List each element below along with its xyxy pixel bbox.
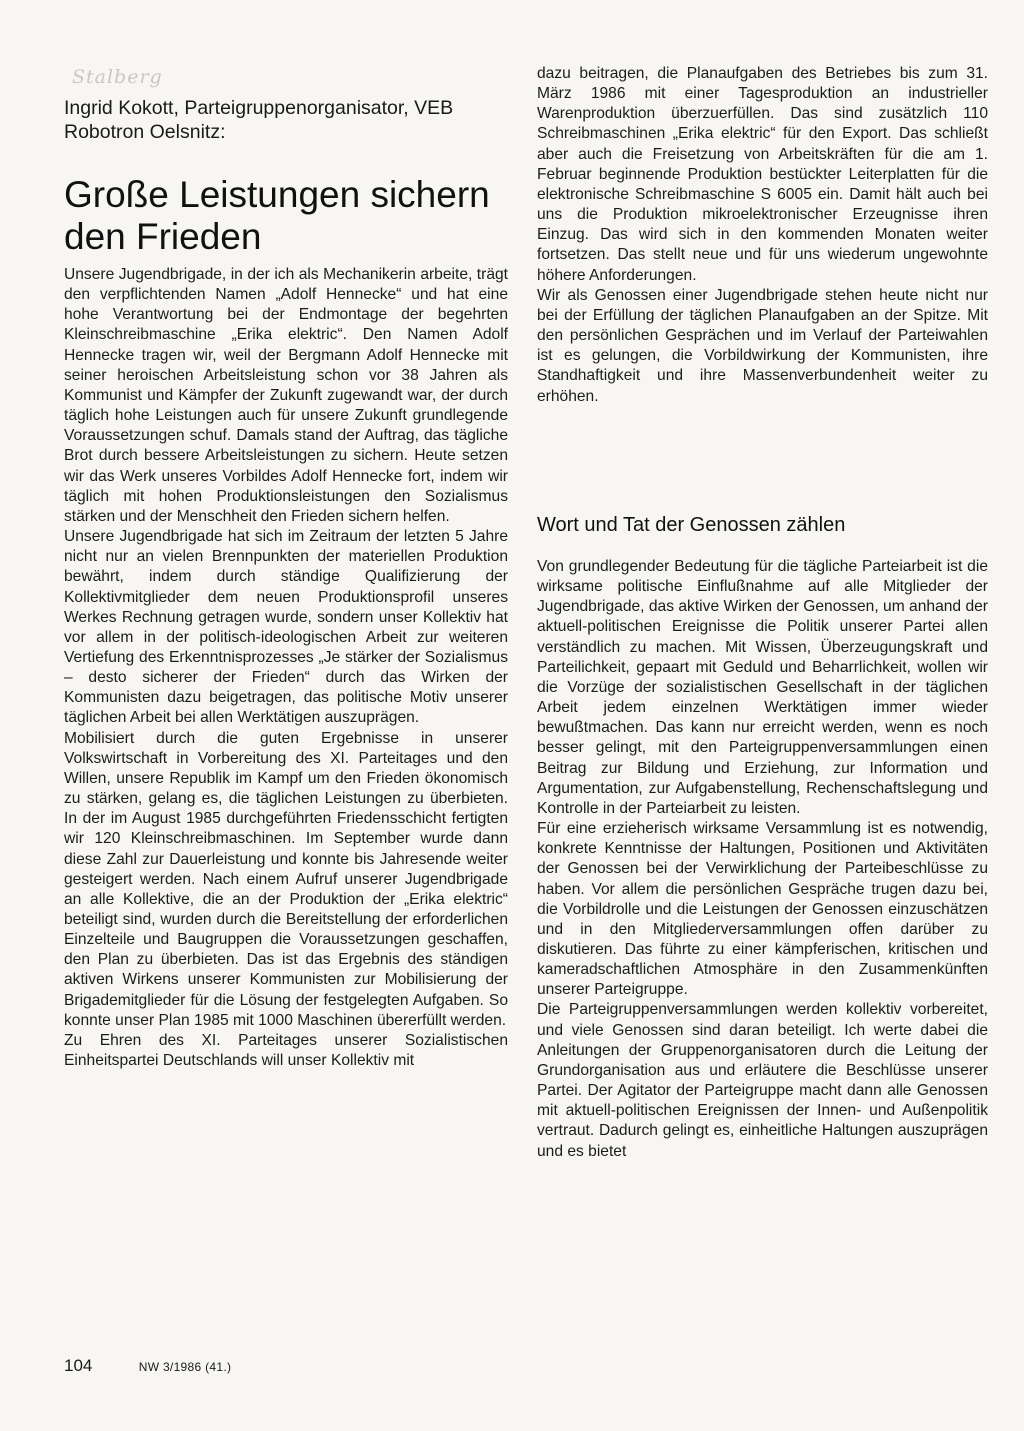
faded-stamp: Stalberg	[72, 66, 163, 88]
article-title: Große Leistungen sichern den Frieden	[64, 174, 490, 257]
paragraph: Wir als Genossen einer Jugendbrigade stehen heute nicht nur bei der Erfüllung der täglichen Planaufgaben an der Spitze. Mit den persönlichen Gesprächen und im Verlauf der Parteiwahlen ist es gelungen, die Vorbildwirkung der Kommunisten, ihre Standhaftigkeit und ihre Massenverbundenheit weiter zu erhöhen.	[537, 286, 988, 405]
paragraph: Unsere Jugendbrigade, in der ich als Mechanikerin arbeite, trägt den verpflichtenden Namen „Adolf Hennecke“ und hat eine hohe Verantwortung bei der Endmontage der begehrten Kleinschreibmaschine „Erika elektric“. Den Namen Adolf Hennecke tragen wir, weil der Bergmann Adolf Hennecke mit seiner heroischen Arbeitsleistung schon vor 38 Jahren als Kommunist und Kämpfer der Zukunft zugewandt war, der durch täglich hohe Leistungen auch für unsere Zukunft grundlegende Voraussetzungen schuf. Damals stand der Auftrag, das tägliche Brot durch bessere Arbeitsleistungen zu sichern. Heute setzen wir das Werk unseres Vorbildes Adolf Hennecke fort, indem wir täglich mit hohen Produktionsleistungen den Sozialismus stärken und der Menschheit den Frieden sichern helfen.	[64, 266, 508, 525]
paragraph: Für eine erzieherisch wirksame Versammlung ist es notwendig, konkrete Kenntnisse der Haltungen, Positionen und Aktivitäten der Genossen bei der Verwirklichung der Parteibeschlüsse zu haben. Vor allem die persönlichen Gespräche trugen dazu bei, die Vorbildrolle und die Leistungen der Genossen einzuschätzen und in den Mitgliederversammlungen offen darüber zu diskutieren. Das führte zu einer kämpferischen, kritischen und kameradschaftlichen Atmosphäre in den Zusammenkünften unserer Parteigruppe.	[537, 820, 988, 999]
author-line: Ingrid Kokott, Parteigruppenorganisator, VEB Robotron Oelsnitz:	[64, 97, 454, 143]
paragraph: Von grundlegender Bedeutung für die tägliche Parteiarbeit ist die wirksame politische Einflußnahme auf alle Mitglieder der Jugendbrigade, das aktive Wirken der Genossen, um anhand der aktuell-politischen Ereignisse die Politik unserer Partei allen verständlich zu machen. Mit Wissen, Überzeugungskraft und Parteilichkeit, gepaart mit Geduld und Beharrlichkeit, wollen wir die Vorzüge der sozialistischen Gesellschaft in der täglichen Arbeit jedem einzelnen Werktätigen immer wieder bewußtmachen. Das kann nur erreicht werden, wenn es noch besser gelingt, mit den Parteigruppenversammlungen einen Beitrag zur Bildung und Erziehung, zur Information und Argumentation, zur Aufgabenstellung, Rechenschaftslegung und Kontrolle in der Parteiarbeit zu leisten.	[537, 558, 988, 817]
page-number: 104	[64, 1356, 93, 1375]
right-column-top	[537, 64, 988, 407]
issue-label: NW 3/1986 (41.)	[138, 1360, 232, 1374]
right-column-bottom	[537, 557, 988, 1162]
paragraph: Mobilisiert durch die guten Ergebnisse in unserer Volkswirtschaft in Vorbereitung des XI. Parteitages und den Willen, unsere Republik im Kampf um den Frieden ökonomisch zu stärken, gelang es, die täglichen Leistungen zu überbieten. In der im August 1985 durchgeführten Friedensschicht fertigten wir 120 Kleinschreibmaschinen. Im September wurde dann diese Zahl zur Dauerleistung und konnte bis Jahresende weiter gesteigert werden. Nach einem Aufruf unserer Jugendbrigade an alle Kollektive, die an der Produktion der „Erika elektric“ beteiligt sind, wurden durch die Bereitstellung der erforderlichen Einzelteile und Baugruppen die Voraussetzungen geschaffen, den Plan zu überbieten. Das ist das Ergebnis des ständigen aktiven Wirkens unserer Kommunisten zur Mobilisierung der Brigademitglieder für die Lösung der festgelegten Aufgaben. So konnte unser Plan 1985 mit 1000 Maschinen übererfüllt werden.	[64, 729, 508, 1029]
section-heading: Wort und Tat der Genossen zählen	[537, 514, 846, 536]
paragraph: dazu beitragen, die Planaufgaben des Betriebes bis zum 31. März 1986 mit einer Tagesproduktion an industrieller Warenproduktion überzuerfüllen. Das sind zusätzlich 110 Schreibmaschinen „Erika elektric“ für den Export. Das schließt aber auch die Freisetzung von Arbeitskräften für die am 1. Februar beginnende Produktion bestückter Leiterplatten für die elektronische Schreibmaschine S 6005 ein. Damit hält auch bei uns die Produktion mikroelektronischer Erzeugnisse ihren Einzug. Das wird sich in den kommenden Monaten weiter fortsetzen. Das stellt neue und für uns wiederum ungewohnte höhere Anforderungen.	[537, 65, 988, 284]
page-footer	[64, 1356, 231, 1376]
paragraph: Die Parteigruppenversammlungen werden kollektiv vorbereitet, und viele Genossen sind daran beteiligt. Ich werte dabei die Anleitungen der Gruppenorganisatoren durch die Leitung der Grundorganisation aus und erläutere die Beschlüsse unserer Partei. Der Agitator der Parteigruppe macht dann alle Genossen mit aktuell-politischen Ereignissen der Innen- und Außenpolitik vertraut. Dadurch gelingt es, einheitliche Haltungen auszuprägen und es bietet	[537, 1001, 988, 1160]
paragraph: Unsere Jugendbrigade hat sich im Zeitraum der letzten 5 Jahre nicht nur an vielen Brennpunkten der materiellen Produktion bewährt, indem durch ständige Qualifizierung der Kollektivmitglieder dem neuen Produktionsprofil unseres Werkes Rechnung getragen wurde, sondern unser Kollektiv hat vor allem in der politisch-ideologischen Arbeit zur weiteren Vertiefung des Erkenntnisprozesses „Je stärker der Sozialismus – desto sicherer der Frieden“ durch das Wirken der Kommunisten dazu beigetragen, das politische Motiv unserer täglichen Arbeit bei allen Werktätigen auszuprägen.	[64, 528, 508, 727]
left-column	[64, 265, 508, 1071]
paragraph: Zu Ehren des XI. Parteitages unserer Sozialistischen Einheitspartei Deutschlands will unser Kollektiv mit	[64, 1031, 508, 1070]
